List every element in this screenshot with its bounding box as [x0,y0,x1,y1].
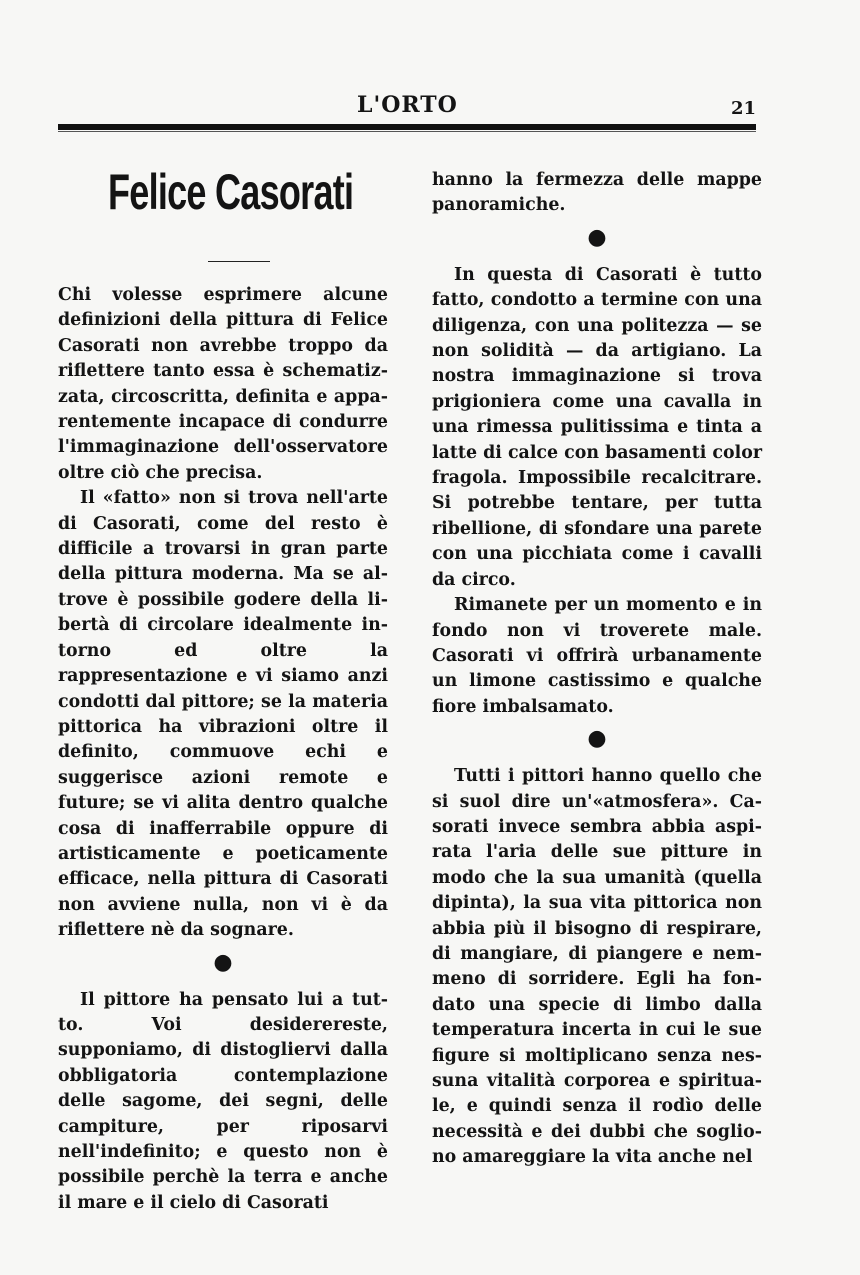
section-separator: ● [587,224,607,250]
header-rule [58,124,756,130]
page-number: 21 [731,98,757,119]
title-rule [208,261,270,262]
paragraph: Il «fatto» non si trova nell'arte di Casorati, come del resto è difficile a trovarsi in gran parte della pittura moderna. Ma se altrove è possibile godere della libertà di circolare idealmente intorno ed oltre la rappresentazione e vi siamo anzi condotti dal pittore; se la materia pittorica ha vibrazioni oltre il definito, commuove echi e suggerisce azioni remote e future; se vi alita dentro qualche cosa di inafferrabile oppure di artisticamente e poeticamente efficace, nella pittura di Casorati non avviene nulla, non vi è da riflettere nè da sognare. [58,488,388,941]
paragraph: Il pittore ha pensato lui a tutto. Voi desiderereste, supponiamo, di distogliervi dalla obbligatoria contemplazione delle sagome, dei segni, delle campiture, per riposarvi nell'indefinito; e questo non è possibile perchè la terra e anche il mare e il cielo di Casorati [58,989,388,1213]
section-separator: ● [587,726,607,752]
section-separator: ● [213,949,233,975]
left-column [58,283,388,1216]
paragraph: Rimanete per un momento e in fondo non vi troverete male. Casorati vi offrirà urbanamente un limone castissimo e qualche fiore imbalsamato. [432,595,762,717]
paragraph: hanno la fermezza delle mappe panoramiche. [432,170,762,216]
running-head: L'ORTO [357,92,458,118]
header-rule-thin [58,131,756,132]
right-column [432,168,762,1171]
article-title: Felice Casorati [108,164,354,220]
paragraph: Chi volesse esprimere alcune definizioni della pittura di Felice Casorati non avrebbe troppo da riflettere tanto essa è schematizzata, circoscritta, definita e apparentemente incapace di condurre l'immaginazione dell'osservatore oltre ciò che precisa. [58,285,388,483]
paragraph: In questa di Casorati è tutto fatto, condotto a termine con una diligenza, con una politezza — se non solidità — da artigiano. La nostra immaginazione si trova prigioniera come una cavalla in una rimessa pulitissima e tinta a latte di calce con basamenti color fragola. Impossibile recalcitrare. Si potrebbe tentare, per tutta ribellione, di sfondare una parete con una picchiata come i cavalli da circo. [432,264,762,590]
paragraph: Tutti i pittori hanno quello che si suol dire un'«atmosfera». Casorati invece sembra abbia aspirata l'aria delle sue pitture in modo che la sua umanità (quella dipinta), la sua vita pittorica non abbia più il bisogno di respirare, di mangiare, di piangere e nemmeno di sorridere. Egli ha fondato una specie di limbo dalla temperatura incerta in cui le sue figure si moltiplicano senza nessuna vitalità corporea e spirituale, e quindi senza il rodìo delle necessità e dei dubbi che sogliono amareggiare la vita anche nel [432,766,762,1168]
